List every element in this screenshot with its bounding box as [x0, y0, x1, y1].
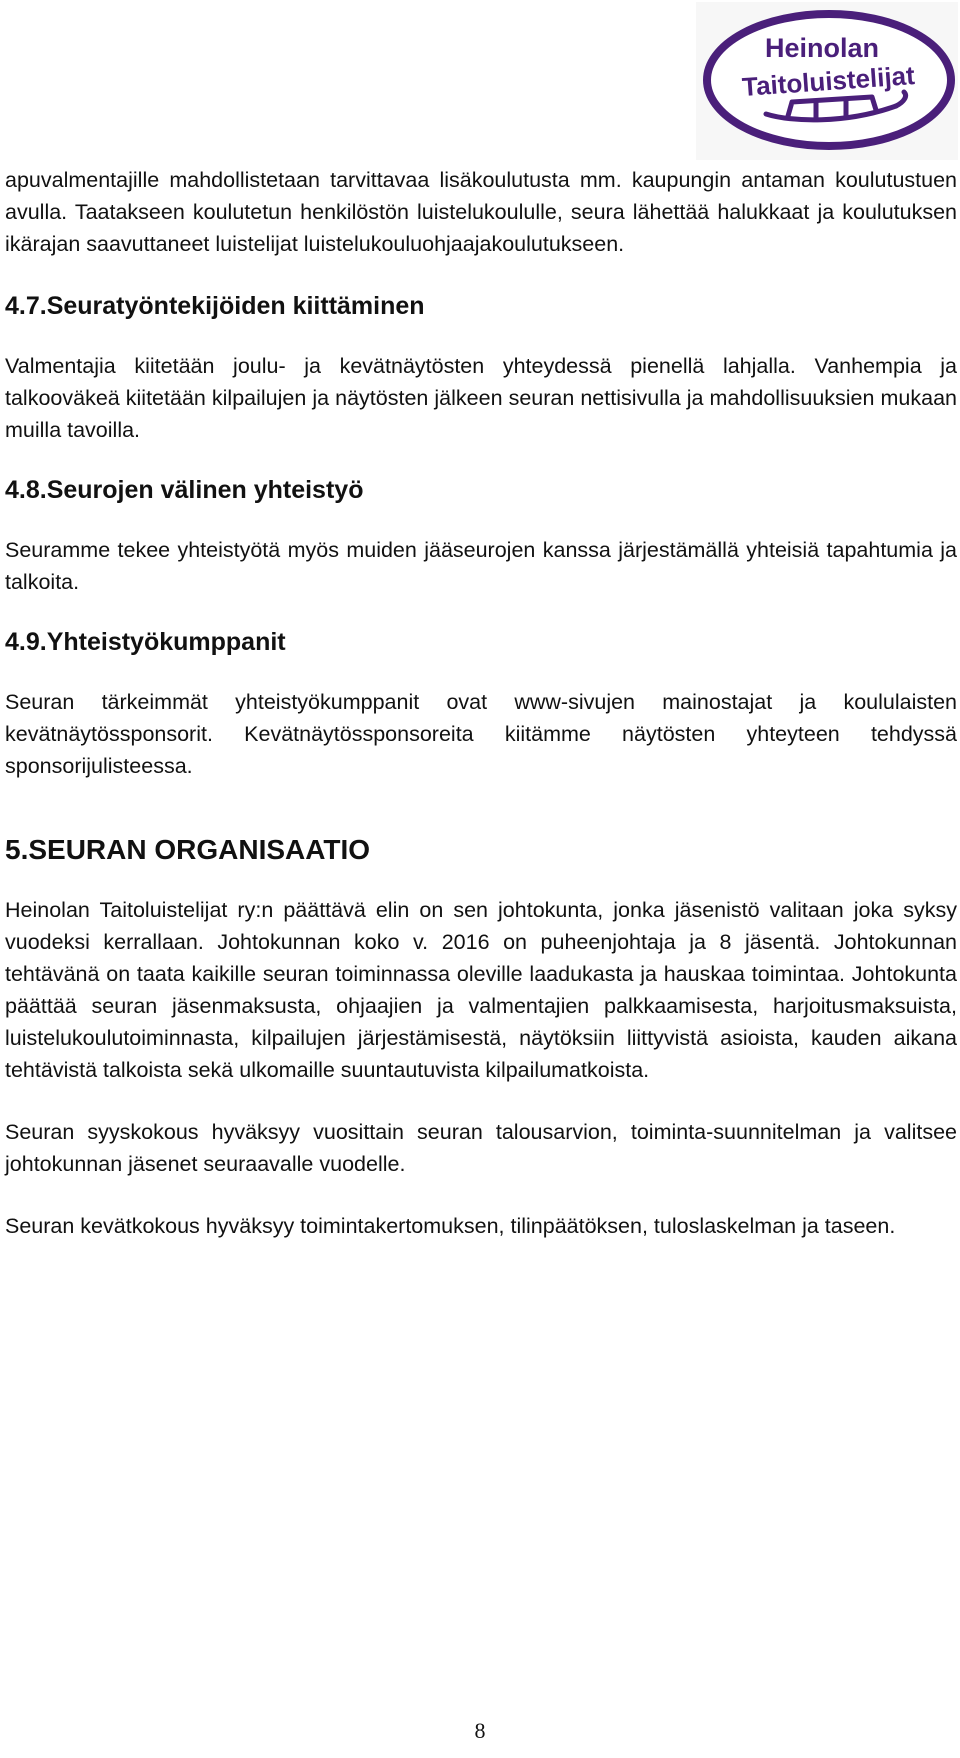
document-body [5, 164, 957, 1242]
club-logo [696, 2, 958, 160]
logo-line1: Heinolan [764, 33, 880, 63]
paragraph-4-9: Seuran tärkeimmät yhteistyökumppanit ovat www-sivujen mainostajat ja koululaisten kevätnäytössponsorit. Kevätnäytössponsoreita kiitämme näytösten yhteyteen tehdyssä sponsorijulisteessa. [5, 690, 957, 778]
heading-4-8: 4.8.Seurojen välinen yhteistyö [5, 476, 364, 504]
paragraph-4-8: Seuramme tekee yhteistyötä myös muiden jääseurojen kanssa järjestämällä yhteisiä tapahtumia ja talkoita. [5, 538, 957, 594]
heading-4-9: 4.9.Yhteistyökumppanit [5, 628, 286, 656]
intro-paragraph: apuvalmentajille mahdollistetaan tarvittavaa lisäkoulutusta mm. kaupungin antaman koulutustuen avulla. Taatakseen koulutetun henkilöstön luistelukoululle, seura lähettää halukkaat ja koulutuksen ikärajan saavuttaneet luistelijat luistelukouluohjaajakoulutukseen. [5, 168, 957, 256]
paragraph-5-2: Seuran syyskokous hyväksyy vuosittain seuran talousarvion, toiminta-suunnitelman ja valitsee johtokunnan jäsenet seuraavalle vuodelle. [5, 1120, 957, 1176]
paragraph-4-7: Valmentajia kiitetään joulu- ja kevätnäytösten yhteydessä pienellä lahjalla. Vanhempia ja talkooväkeä kiitetään kilpailujen ja näytösten jälkeen seuran nettisivulla ja mahdollisuuksien mukaan muilla tavoilla. [5, 354, 957, 442]
logo-line2: Taitoluistelijat [741, 60, 916, 103]
heading-4-7: 4.7.Seuratyöntekijöiden kiittäminen [5, 292, 425, 320]
heading-5: 5.SEURAN ORGANISAATIO [5, 834, 371, 865]
page-number: 8 [474, 1718, 486, 1743]
paragraph-5-1: Heinolan Taitoluistelijat ry:n päättävä elin on sen johtokunta, jonka jäsenistö valitaan joka syksy vuodeksi kerrallaan. Johtokunnan koko v. 2016 on puheenjohtaja ja 8 jäsentä. Johtokunnan tehtävänä on taata kaikille seuran toiminnassa oleville laadukasta ja hauskaa toimintaa. Johtokunta päättää seuran jäsenmaksusta, ohjaajien ja valmentajien palkkaamisesta, harjoitusmaksuista, luistelukoulutoiminnasta, kilpailujen järjestämisestä, näytöksiin liittyvistä asioista, kauden aikana tehtävistä talkoista sekä ulkomaille suuntautuvista kilpailumatkoista. [5, 898, 957, 1082]
paragraph-5-3: Seuran kevätkokous hyväksyy toimintakertomuksen, tilinpäätöksen, tuloslaskelman ja taseen. [5, 1214, 896, 1238]
